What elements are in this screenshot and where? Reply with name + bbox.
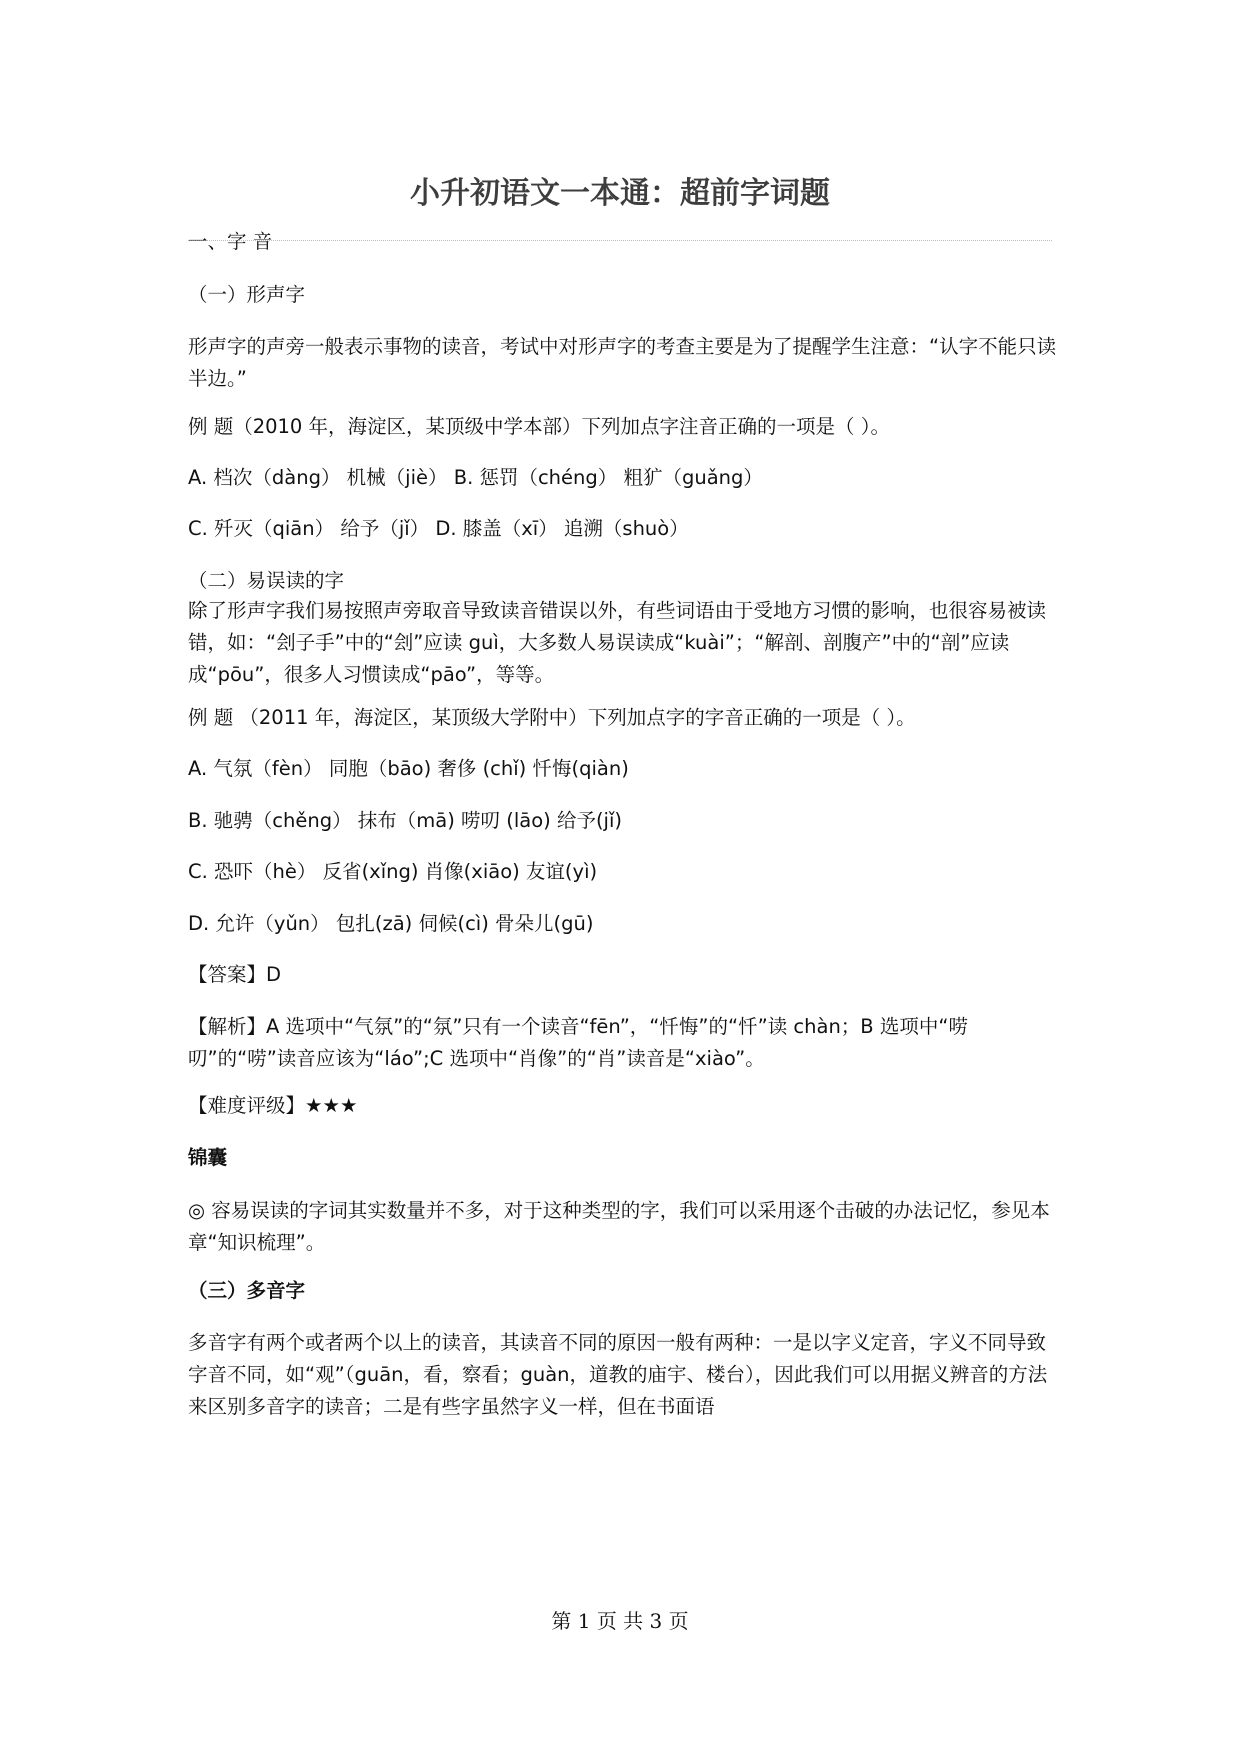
example2-option-b: B. 驰骋（chěng） 抹布（mā) 唠叨 (lāo) 给予(jǐ) [188, 809, 622, 832]
example1-option-cd: C. 歼灭（qiān） 给予（jǐ） D. 膝盖（xī） 追溯（shuò） [188, 517, 689, 540]
subheading-misread-characters: （二）易误读的字 [188, 569, 345, 592]
example1-option-ab: A. 档次（dàng） 机械（jiè） B. 惩罚（chéng） 粗犷（guǎng） [188, 466, 763, 489]
example1-question: 例 题（2010 年，海淀区，某顶级中学本部）下列加点字注音正确的一项是（ ）。 [188, 415, 890, 438]
tips-paragraph: ◎ 容易误读的字词其实数量并不多，对于这种类型的字，我们可以采用逐个击破的办法记忆，参见本章“知识梳理”。 [188, 1199, 1050, 1254]
subheading-phonetic-compounds: （一）形声字 [188, 283, 306, 306]
example2-question: 例 题 （2011 年，海淀区，某顶级大学附中）下列加点字的字音正确的一项是（ ）。 [188, 706, 916, 729]
page-title: 小升初语文一本通：超前字词题 [410, 176, 830, 211]
star-rating-icon: ★★★ [305, 1094, 358, 1117]
tips-heading: 锦囊 [188, 1146, 228, 1169]
subheading-polyphonic-characters: （三）多音字 [188, 1279, 306, 1302]
analysis: 【解析】A 选项中“气氛”的“氛”只有一个读音“fēn”，“忏悔”的“忏”读 chàn；B 选项中“唠叨”的“唠”读音应该为“láo”;C 选项中“肖像”的“肖”读音是“xiào”。 [188, 1015, 968, 1070]
example2-option-a: A. 气氛（fèn） 同胞（bāo) 奢侈 (chǐ) 忏悔(qiàn) [188, 757, 629, 780]
answer: 【答案】D [188, 963, 282, 986]
paragraph-phonetic-compounds: 形声字的声旁一般表示事物的读音，考试中对形声字的考查主要是为了提醒学生注意：“认字不能只读半边。” [188, 335, 1057, 390]
section-heading-pronunciation: 一、字 音 [188, 230, 273, 253]
page-indicator: 第 1 页 共 3 页 [551, 1609, 689, 1633]
paragraph-misread-characters: 除了形声字我们易按照声旁取音导致读音错误以外，有些词语由于受地方习惯的影响，也很容易被读错，如：“刽子手”中的“刽”应读 guì，大多数人易误读成“kuài”；“解剖、剖腹产”中的“剖”应读成“pōu”，很多人习惯读成“pāo”，等等。 [188, 599, 1047, 686]
example2-option-c: C. 恐吓（hè） 反省(xǐng) 肖像(xiāo) 友谊(yì) [188, 860, 598, 883]
difficulty-label: 【难度评级】 [188, 1094, 306, 1117]
paragraph-polyphonic-characters: 多音字有两个或者两个以上的读音，其读音不同的原因一般有两种：一是以字义定音，字义不同导致字音不同，如“观”（guān，看，察看；guàn，道教的庙宇、楼台），因此我们可以用据义辨音的方法来区别多音字的读音；二是有些字虽然字义一样，但在书面语 [188, 1331, 1048, 1418]
example2-option-d: D. 允许（yǔn） 包扎(zā) 伺候(cì) 骨朵儿(gū) [188, 912, 594, 935]
difficulty-rating [188, 1090, 1058, 1122]
